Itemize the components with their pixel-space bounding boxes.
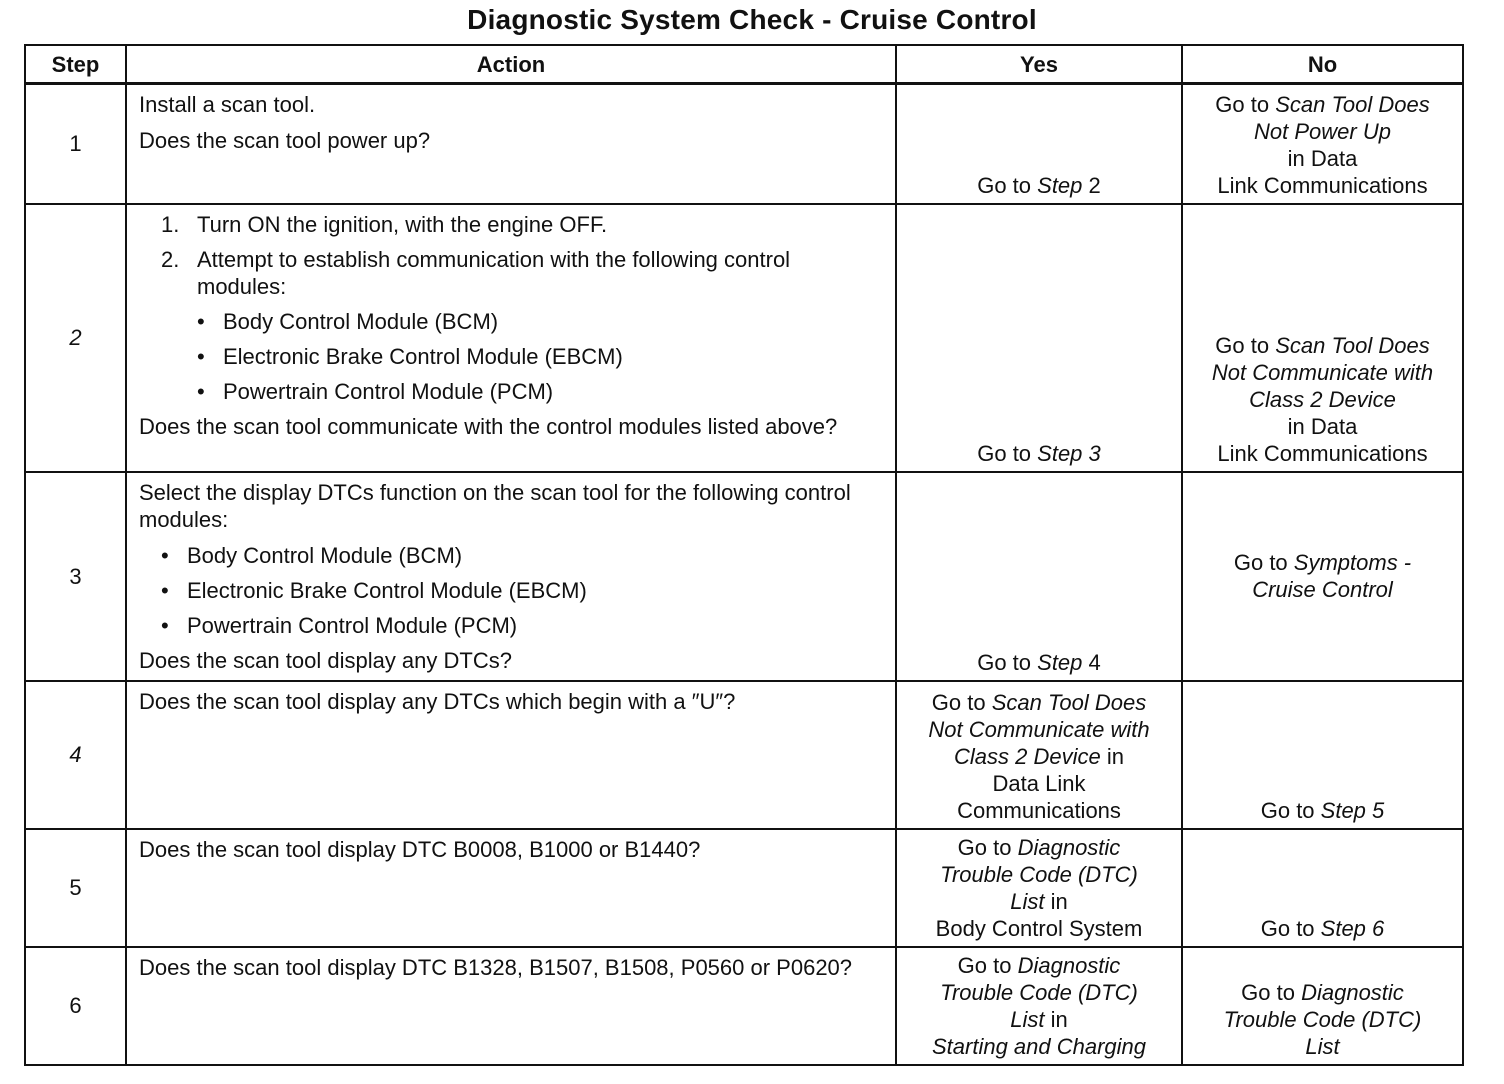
header-row	[25, 45, 1463, 84]
no-text: Link Communications	[1217, 440, 1428, 466]
yes-text: in	[1044, 888, 1068, 914]
yes-text: Go to	[957, 834, 1018, 860]
no-cell	[1182, 947, 1463, 1065]
yes-cell	[896, 681, 1182, 829]
yes-text: Go to	[977, 440, 1038, 466]
bullet-item: • Powertrain Control Module (PCM)	[161, 612, 518, 638]
action-text: Select the display DTCs function on the scan tool for the following control modules:	[139, 479, 851, 532]
no-link[interactable]: List	[1305, 1033, 1340, 1059]
header-yes: Yes	[896, 45, 1182, 84]
yes-cell	[896, 204, 1182, 472]
step-number: 3	[25, 472, 126, 681]
yes-link[interactable]: Diagnostic	[1017, 952, 1121, 978]
header-action: Action	[126, 45, 896, 84]
step-number: 1	[25, 84, 126, 204]
no-link[interactable]: Not Power Up	[1254, 118, 1391, 144]
no-text: Go to	[1260, 915, 1321, 941]
yes-text: 2	[1082, 172, 1101, 198]
yes-link[interactable]: List	[1010, 1006, 1045, 1032]
no-text: Go to	[1241, 979, 1302, 1005]
action-question: Does the scan tool display DTC B1328, B1507, B1508, P0560 or P0620?	[139, 954, 853, 980]
yes-link[interactable]: Starting and Charging	[931, 1033, 1147, 1059]
table-row	[25, 204, 1463, 472]
action-question: Does the scan tool display any DTCs?	[139, 647, 512, 673]
action-cell	[126, 829, 896, 947]
yes-text: Go to	[977, 649, 1038, 675]
numbered-item: 1. Turn ON the ignition, with the engine OFF.	[161, 211, 608, 237]
no-cell	[1182, 84, 1463, 204]
yes-cell	[896, 829, 1182, 947]
no-link[interactable]: Step 6	[1320, 915, 1385, 941]
bullet-item: • Powertrain Control Module (PCM)	[197, 378, 554, 404]
table-row	[25, 472, 1463, 681]
yes-text: 4	[1082, 649, 1101, 675]
yes-cell	[896, 472, 1182, 681]
no-text: in Data	[1287, 413, 1358, 439]
yes-text: Body Control System	[935, 915, 1143, 941]
action-question: Does the scan tool power up?	[139, 128, 431, 153]
action-cell	[126, 84, 896, 204]
yes-link[interactable]: Trouble Code (DTC)	[940, 979, 1138, 1005]
diagnostic-table	[24, 44, 1464, 1066]
step-number: 6	[25, 947, 126, 1065]
yes-link[interactable]: Step	[1037, 649, 1083, 675]
action-question: Does the scan tool communicate with the control modules listed above?	[139, 413, 838, 439]
yes-cell	[896, 84, 1182, 204]
table-row	[25, 829, 1463, 947]
table-row	[25, 947, 1463, 1065]
yes-link[interactable]: Scan Tool Does	[991, 689, 1147, 715]
action-cell	[126, 472, 896, 681]
action-question: Does the scan tool display DTC B0008, B1000 or B1440?	[139, 836, 701, 862]
no-text: Go to	[1215, 91, 1276, 117]
yes-link[interactable]: List	[1010, 888, 1045, 914]
no-text: Go to	[1215, 332, 1276, 358]
no-link[interactable]: Symptoms -	[1293, 550, 1412, 575]
no-link[interactable]: Step 5	[1320, 797, 1385, 823]
no-cell	[1182, 829, 1463, 947]
page-title: Diagnostic System Check - Cruise Control	[467, 4, 1037, 35]
yes-link[interactable]: Trouble Code (DTC)	[940, 861, 1138, 887]
yes-link[interactable]: Not Communicate with	[928, 716, 1150, 742]
table-row	[25, 681, 1463, 829]
no-link[interactable]: Scan Tool Does	[1275, 332, 1430, 358]
action-question: Does the scan tool display any DTCs which begin with a ″U″?	[139, 688, 736, 714]
no-link[interactable]: Not Communicate with	[1211, 359, 1434, 385]
action-cell	[126, 947, 896, 1065]
header-no: No	[1182, 45, 1463, 84]
action-text: Install a scan tool.	[139, 92, 316, 117]
action-cell	[126, 681, 896, 829]
no-link[interactable]: Trouble Code (DTC)	[1223, 1006, 1422, 1032]
step-number: 4	[25, 681, 126, 829]
action-cell	[126, 204, 896, 472]
yes-text: in	[1044, 1006, 1068, 1032]
table-row	[25, 84, 1463, 204]
yes-cell	[896, 947, 1182, 1065]
yes-link[interactable]: Step	[1037, 172, 1083, 198]
step-number: 2	[25, 204, 126, 472]
no-text: in Data	[1287, 145, 1358, 171]
yes-text: Go to	[977, 172, 1038, 198]
yes-text: in	[1100, 743, 1124, 769]
yes-text: Data Link	[992, 770, 1086, 796]
no-cell	[1182, 204, 1463, 472]
step-number: 5	[25, 829, 126, 947]
no-link[interactable]: Scan Tool Does	[1275, 91, 1430, 117]
no-link[interactable]: Diagnostic	[1301, 979, 1404, 1005]
yes-text: Communications	[957, 797, 1121, 823]
no-text: Link Communications	[1217, 172, 1428, 198]
yes-link[interactable]: Class 2 Device	[954, 743, 1101, 769]
no-link[interactable]: Cruise Control	[1252, 577, 1393, 602]
bullet-item: • Body Control Module (BCM)	[161, 542, 463, 568]
no-text: Go to	[1233, 550, 1294, 575]
bullet-item: • Body Control Module (BCM)	[197, 308, 499, 334]
yes-text: Go to	[957, 952, 1018, 978]
bullet-item: • Electronic Brake Control Module (EBCM)	[161, 577, 587, 603]
no-cell	[1182, 681, 1463, 829]
bullet-item: • Electronic Brake Control Module (EBCM)	[197, 343, 623, 369]
no-cell	[1182, 472, 1463, 681]
yes-link[interactable]: Diagnostic	[1017, 834, 1121, 860]
yes-link[interactable]: Step 3	[1037, 440, 1101, 466]
no-text: Go to	[1260, 797, 1321, 823]
yes-text: Go to	[931, 689, 992, 715]
header-step: Step	[25, 45, 126, 84]
numbered-item: 2. Attempt to establish communication with the following control modules:	[161, 246, 791, 299]
no-link[interactable]: Class 2 Device	[1249, 386, 1396, 412]
